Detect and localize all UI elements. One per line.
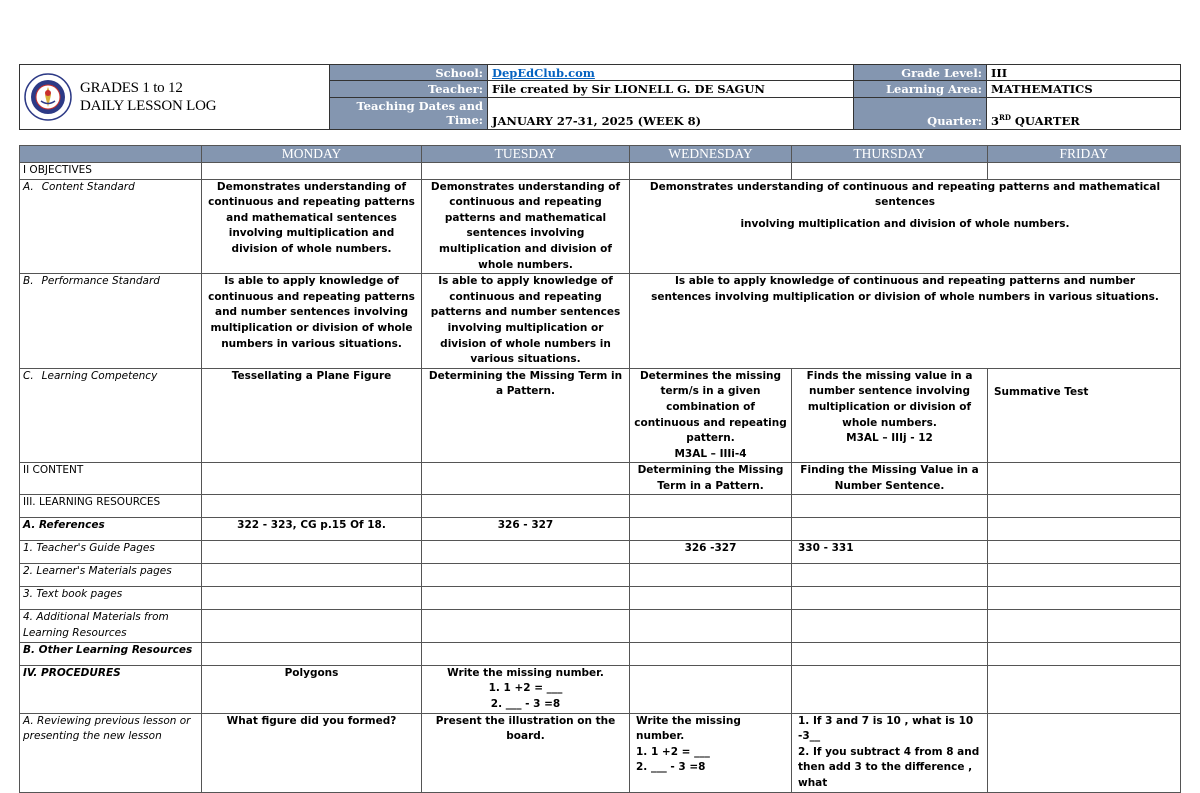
- content-standard-monday: Demonstrates understanding of continuous and repeating patterns and mathematical sentences involving multiplication and division of whole numbers.: [202, 179, 422, 274]
- content-thursday: Finding the Missing Value in a Number Sentence.: [792, 463, 988, 495]
- day-friday: FRIDAY: [988, 146, 1181, 163]
- learning-resources-row: [20, 495, 1181, 518]
- content-wednesday: Determining the Missing Term in a Pattern.: [630, 463, 792, 495]
- learning-resources-thursday: [792, 495, 988, 518]
- procedures-friday: [988, 665, 1181, 713]
- additional-materials-label-line2: Learning Resources: [23, 627, 127, 640]
- learning-resources-label: III. LEARNING RESOURCES: [20, 495, 202, 518]
- lm-pages-row: [20, 564, 1181, 587]
- tg-pages-monday: [202, 541, 422, 564]
- procedures-monday: Polygons: [202, 665, 422, 713]
- learning-resources-monday: [202, 495, 422, 518]
- objectives-monday: [202, 163, 422, 180]
- day-wednesday: WEDNESDAY: [630, 146, 792, 163]
- teaching-dates-label-line2: Time:: [446, 113, 483, 128]
- learning-competency-friday: Summative Test: [988, 368, 1181, 463]
- school-link[interactable]: DepEdClub.com: [492, 65, 595, 80]
- performance-standard-wed-fri: Is able to apply knowledge of continuous and repeating patterns and number sentences involving multiplication or division of whole numbers in various situations.: [630, 274, 1181, 369]
- learning-competency-row: [20, 368, 1181, 463]
- content-row: [20, 463, 1181, 495]
- textbook-tuesday: [422, 587, 630, 610]
- learning-competency-wednesday-code: M3AL – IIIi-4: [674, 447, 747, 460]
- lm-pages-thursday: [792, 564, 988, 587]
- reviewing-thursday-line1: 1. If 3 and 7 is 10 , what is 10 -3__: [798, 714, 974, 743]
- procedures-wednesday: [630, 665, 792, 713]
- reviewing-label: [20, 713, 202, 792]
- reviewing-thursday: [792, 713, 988, 792]
- additional-materials-friday: [988, 610, 1181, 642]
- lesson-log-table: [19, 145, 1181, 793]
- header-table: [19, 64, 1181, 130]
- reviewing-friday: [988, 713, 1181, 792]
- deped-seal-icon: [24, 73, 72, 121]
- content-standard-wed-fri-line1: Demonstrates understanding of continuous and repeating patterns and mathematical sentences: [649, 180, 1161, 209]
- day-thursday: THURSDAY: [792, 146, 988, 163]
- learning-resources-wednesday: [630, 495, 792, 518]
- other-resources-wednesday: [630, 642, 792, 665]
- content-monday: [202, 463, 422, 495]
- other-resources-thursday: [792, 642, 988, 665]
- reviewing-wednesday-line2: 1. 1 +2 = ___: [636, 745, 710, 758]
- grade-level-value: III: [987, 65, 1181, 81]
- performance-standard-row: [20, 274, 1181, 369]
- textbook-monday: [202, 587, 422, 610]
- learning-competency-monday: Tessellating a Plane Figure: [202, 368, 422, 463]
- performance-standard-monday: Is able to apply knowledge of continuous and repeating patterns and number sentences involving multiplication or division of whole numbers in various situations.: [202, 274, 422, 369]
- header-logo-cell: [20, 65, 330, 130]
- teacher-label: Teacher:: [330, 81, 488, 97]
- reviewing-wednesday-line1: Write the missing number.: [636, 714, 741, 743]
- dll-title-line1: GRADES 1 to 12: [80, 80, 183, 96]
- lm-pages-tuesday: [422, 564, 630, 587]
- tg-pages-thursday: 330 - 331: [792, 541, 988, 564]
- grade-level-label: Grade Level:: [854, 65, 987, 81]
- other-resources-monday: [202, 642, 422, 665]
- procedures-tuesday-line2: 1. 1 +2 = ___: [488, 682, 563, 695]
- teaching-dates-label-line1: Teaching Dates and: [356, 99, 483, 114]
- performance-standard-label: [20, 274, 202, 369]
- procedures-thursday: [792, 665, 988, 713]
- additional-materials-label: [20, 610, 202, 642]
- procedures-label: IV. PROCEDURES: [20, 665, 202, 713]
- performance-standard-text: Performance Standard: [41, 275, 160, 288]
- learning-competency-tuesday: Determining the Missing Term in a Pattern.: [422, 368, 630, 463]
- content-standard-text: Content Standard: [41, 180, 135, 193]
- reviewing-thursday-line3: then add 3 to the difference , what: [798, 761, 973, 790]
- content-standard-wed-fri: [630, 179, 1181, 274]
- school-value: [488, 65, 854, 81]
- learning-competency-thursday: [792, 368, 988, 463]
- quarter-sup: RD: [999, 113, 1011, 123]
- content-label: II CONTENT: [20, 463, 202, 495]
- learning-competency-thursday-text: Finds the missing value in a number sentence involving multiplication or division of whole numbers.: [806, 369, 973, 429]
- content-standard-row: [20, 179, 1181, 274]
- dll-title-line2: DAILY LESSON LOG: [80, 98, 217, 114]
- other-resources-tuesday: [422, 642, 630, 665]
- teaching-dates-label: [330, 97, 488, 130]
- content-friday: [988, 463, 1181, 495]
- learning-area-label: Learning Area:: [854, 81, 987, 97]
- day-header-row: [20, 146, 1181, 163]
- additional-materials-thursday: [792, 610, 988, 642]
- textbook-label: 3. Text book pages: [20, 587, 202, 610]
- tg-pages-friday: [988, 541, 1181, 564]
- objectives-wednesday: [630, 163, 792, 180]
- quarter-rest: QUARTER: [1010, 114, 1080, 128]
- lm-pages-wednesday: [630, 564, 792, 587]
- learning-competency-wednesday-text: Determines the missing term/s in a given combination of continuous and repeating pattern.: [634, 369, 787, 445]
- references-label: A. References: [20, 518, 202, 541]
- procedures-row: [20, 665, 1181, 713]
- reviewing-wednesday: [630, 713, 792, 792]
- day-monday: MONDAY: [202, 146, 422, 163]
- content-standard-tuesday: Demonstrates understanding of continuous and repeating patterns and mathematical sentences involving multiplication and division of whole numbers.: [422, 179, 630, 274]
- references-tuesday: 326 - 327: [422, 518, 630, 541]
- quarter-value: [987, 97, 1181, 130]
- content-standard-label: [20, 179, 202, 274]
- procedures-tuesday-line3: 2. ___ - 3 =8: [490, 697, 561, 710]
- lm-pages-friday: [988, 564, 1181, 587]
- performance-standard-letter: B.: [23, 275, 34, 288]
- additional-materials-label-line1: 4. Additional Materials from: [23, 611, 169, 624]
- tg-pages-wednesday: 326 -327: [630, 541, 792, 564]
- tg-pages-row: [20, 541, 1181, 564]
- references-thursday: [792, 518, 988, 541]
- objectives-friday: [988, 163, 1181, 180]
- additional-materials-wednesday: [630, 610, 792, 642]
- procedures-tuesday-line1: Write the missing number.: [447, 666, 604, 679]
- reviewing-row: [20, 713, 1181, 792]
- day-tuesday: TUESDAY: [422, 146, 630, 163]
- additional-materials-row: [20, 610, 1181, 642]
- reviewing-label-line1: A. Reviewing previous lesson or: [23, 714, 191, 727]
- textbook-row: [20, 587, 1181, 610]
- reviewing-label-line2: presenting the new lesson: [23, 730, 162, 743]
- learning-area-value: MATHEMATICS: [987, 81, 1181, 97]
- objectives-label: I OBJECTIVES: [20, 163, 202, 180]
- references-friday: [988, 518, 1181, 541]
- tg-pages-label: 1. Teacher's Guide Pages: [20, 541, 202, 564]
- teacher-value: File created by Sir LIONELL G. DE SAGUN: [488, 81, 854, 97]
- textbook-wednesday: [630, 587, 792, 610]
- school-label: School:: [330, 65, 488, 81]
- learning-resources-friday: [988, 495, 1181, 518]
- teaching-dates-value: JANUARY 27-31, 2025 (WEEK 8): [488, 97, 854, 130]
- learning-competency-text: Learning Competency: [41, 369, 158, 382]
- tg-pages-tuesday: [422, 541, 630, 564]
- lm-pages-monday: [202, 564, 422, 587]
- quarter-num: 3: [991, 114, 1000, 128]
- reviewing-thursday-line2: 2. If you subtract 4 from 8 and: [798, 745, 980, 758]
- reviewing-monday: What figure did you formed?: [202, 713, 422, 792]
- textbook-thursday: [792, 587, 988, 610]
- references-monday: 322 - 323, CG p.15 Of 18.: [202, 518, 422, 541]
- day-header-blank: [20, 146, 202, 163]
- additional-materials-tuesday: [422, 610, 630, 642]
- other-resources-friday: [988, 642, 1181, 665]
- lm-pages-label: 2. Learner's Materials pages: [20, 564, 202, 587]
- other-resources-label: B. Other Learning Resources: [20, 642, 202, 665]
- textbook-friday: [988, 587, 1181, 610]
- learning-competency-wednesday: [630, 368, 792, 463]
- performance-standard-tuesday: Is able to apply knowledge of continuous and repeating patterns and number sentences involving multiplication or division of whole numbers in various situations.: [422, 274, 630, 369]
- objectives-thursday: [792, 163, 988, 180]
- procedures-tuesday: [422, 665, 630, 713]
- learning-competency-thursday-code: M3AL – IIIj - 12: [846, 432, 933, 445]
- other-resources-row: [20, 642, 1181, 665]
- additional-materials-monday: [202, 610, 422, 642]
- reviewing-wednesday-line3: 2. ___ - 3 =8: [636, 761, 706, 774]
- quarter-label: Quarter:: [854, 97, 987, 130]
- objectives-row: [20, 163, 1181, 180]
- content-standard-letter: A.: [23, 180, 34, 193]
- learning-competency-label: [20, 368, 202, 463]
- reviewing-tuesday: Present the illustration on the board.: [422, 713, 630, 792]
- references-row: [20, 518, 1181, 541]
- learning-resources-tuesday: [422, 495, 630, 518]
- learning-competency-letter: C.: [23, 369, 34, 382]
- content-tuesday: [422, 463, 630, 495]
- objectives-tuesday: [422, 163, 630, 180]
- references-wednesday: [630, 518, 792, 541]
- content-standard-wed-fri-line2: involving multiplication and division of whole numbers.: [740, 217, 1070, 230]
